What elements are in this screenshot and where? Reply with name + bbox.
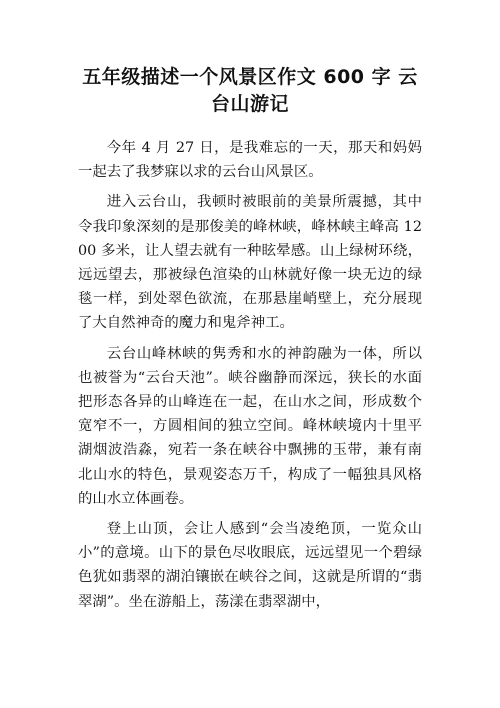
paragraph-2: 进入云台山，我顿时被眼前的美景所震撼，其中令我印象深刻的是那俊美的峰林峡，峰林峡主峰高 1200 多米，让人望去就有一种眩晕感。山上绿树环绕，远远望去，那被绿色渲染的山林就好像一块无边的绿毯一样，到处翠色欲流，在那悬崖峭壁上，充分展现了大自然神奇的魔力和鬼斧神工。 bbox=[78, 194, 422, 332]
paragraph-4: 登上山顶，会让人感到“会当凌绝顶，一览众山小”的意境。山下的景色尽收眼底，远远望见一个碧绿色犹如翡翠的湖泊镶嵌在峡谷之间，这就是所谓的“翡翠湖”。坐在游船上，荡漾在翡翠湖中， bbox=[78, 521, 422, 610]
paragraph-3: 云台山峰林峡的隽秀和水的神韵融为一体，所以也被誉为“云台天池”。峡谷幽静而深远，狭长的水面把形态各异的山峰连在一起，在山水之间，形成数个宽窄不一，方圆相间的独立空间。峰林峡境内十里平湖烟波浩淼，宛若一条在峡谷中飘拂的玉带，兼有南北山水的特色，景观姿态万千，构成了一幅独具风格的山水立体画卷。 bbox=[78, 345, 422, 507]
paragraph-1: 今年 4 月 27 日，是我难忘的一天，那天和妈妈一起去了我梦寐以求的云台山风景区。 bbox=[78, 140, 422, 181]
document-body bbox=[78, 136, 422, 614]
document-title: 五年级描述一个风景区作文 600 字 云台山游记 bbox=[82, 66, 418, 115]
